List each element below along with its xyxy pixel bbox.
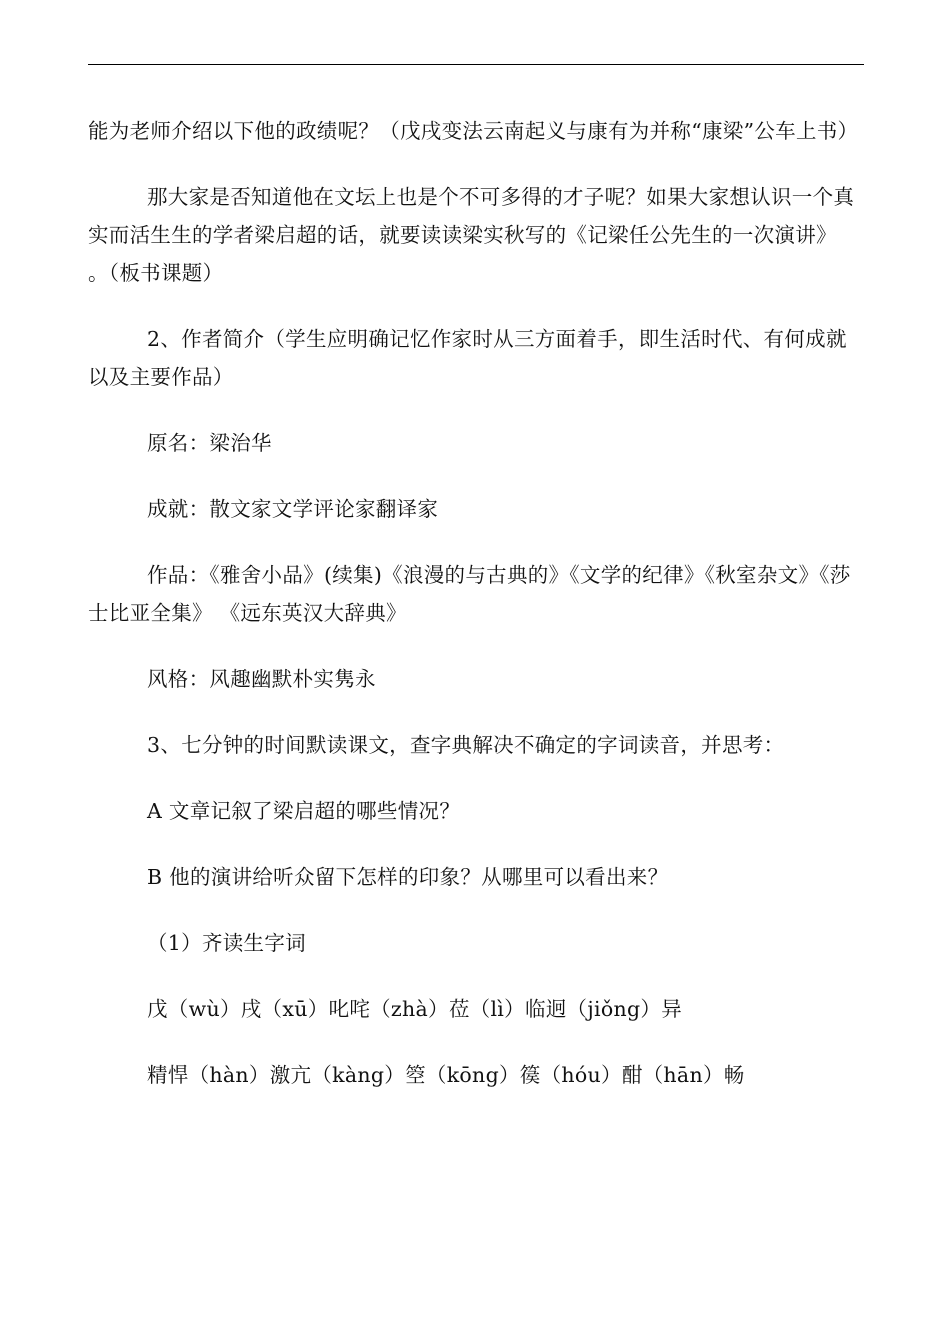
document-body [88,112,864,1094]
paragraph-vocab-line-1: 戊（wù）戌（xū）叱咤（zhà）莅（lì）临迥（jiǒng）异 [147,997,683,1021]
paragraph-question-a: A 文章记叙了梁启超的哪些情况？ [147,799,461,823]
paragraph-achievements: 成就：散文家文学评论家翻译家 [147,497,439,521]
paragraph-reading-task: 3、七分钟的时间默读课文，查字典解决不确定的字词读音，并思考： [147,733,785,757]
paragraph-works: 作品：《雅舍小品》(续集)《浪漫的与古典的》《文学的纪律》《秋室杂文》《莎士比亚全集》 《远东英汉大辞典》 [88,563,851,625]
paragraph-style: 风格：风趣幽默朴实隽永 [147,667,376,691]
paragraph-vocab-line-2: 精悍（hàn）激亢（kàng）箜（kōng）篌（hóu）酣（hān）畅 [147,1063,745,1087]
paragraph-read-new-words: （1）齐读生字词 [147,931,306,955]
paragraph-politics-question: 能为老师介绍以下他的政绩呢？（戊戌变法云南起义与康有为并称“康梁”公车上书） [88,119,859,143]
paragraph-original-name: 原名：梁治华 [147,431,272,455]
paragraph-lecture-intro: 那大家是否知道他在文坛上也是个不可多得的才子呢？如果大家想认识一个真实而活生生的学者梁启超的话，就要读读梁实秋写的《记梁任公先生的一次演讲》 。（板书课题） [88,185,855,285]
header-rule [88,64,864,65]
paragraph-author-intro-heading: 2、作者简介（学生应明确记忆作家时从三方面着手，即生活时代、有何成就以及主要作品） [88,327,847,389]
paragraph-question-b: B 他的演讲给听众留下怎样的印象？从哪里可以看出来？ [147,865,669,889]
